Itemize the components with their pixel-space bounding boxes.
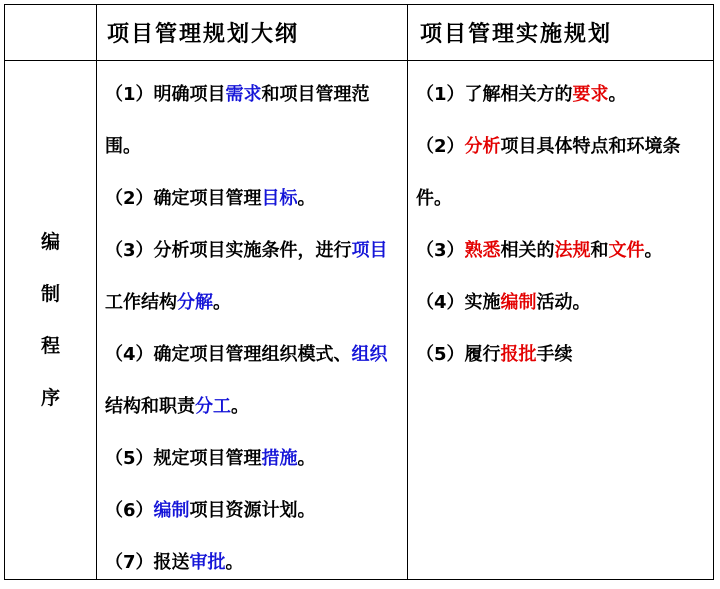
step-text: 。 bbox=[608, 84, 627, 105]
keyword-highlight: 目标 bbox=[261, 188, 298, 209]
step-text: （3） bbox=[416, 240, 465, 261]
keyword-highlight: 报批 bbox=[500, 344, 537, 365]
implementation-step-4 bbox=[416, 277, 709, 329]
keyword-highlight: 审批 bbox=[189, 552, 226, 573]
outline-step-7 bbox=[105, 537, 403, 589]
step-text: 和 bbox=[590, 240, 609, 261]
row-label-char: 程 bbox=[40, 335, 60, 357]
row-label-char: 编 bbox=[40, 231, 60, 253]
step-text: （2）确定项目管理 bbox=[105, 188, 262, 209]
step-text: （4）实施 bbox=[416, 292, 501, 313]
keyword-highlight: 编制 bbox=[500, 292, 537, 313]
row-label-char: 制 bbox=[40, 283, 60, 305]
step-text: 。 bbox=[644, 240, 663, 261]
outline-step-4 bbox=[105, 329, 403, 433]
keyword-highlight: 组织 bbox=[351, 344, 388, 365]
keyword-highlight: 分工 bbox=[195, 396, 231, 417]
keyword-highlight: 熟悉 bbox=[464, 240, 501, 261]
step-text: （1）了解相关方的 bbox=[416, 84, 573, 105]
keyword-highlight: 分析 bbox=[464, 136, 501, 157]
step-text: （6） bbox=[105, 500, 154, 521]
step-text: 手续 bbox=[536, 344, 573, 365]
keyword-highlight: 措施 bbox=[261, 448, 298, 469]
keyword-highlight: 编制 bbox=[153, 500, 190, 521]
outline-step-3 bbox=[105, 225, 403, 329]
step-text: 。 bbox=[213, 292, 231, 313]
keyword-highlight: 要求 bbox=[572, 84, 609, 105]
implementation-step-1 bbox=[416, 69, 709, 121]
step-text: （4）确定项目管理组织模式、 bbox=[105, 344, 352, 365]
implementation-step-2 bbox=[416, 121, 709, 225]
keyword-highlight: 文件 bbox=[608, 240, 645, 261]
step-text: （7）报送 bbox=[105, 552, 190, 573]
step-text: （1）明确项目 bbox=[105, 84, 226, 105]
step-text: 结构和职责 bbox=[105, 396, 195, 417]
outline-step-1 bbox=[105, 69, 403, 173]
outline-steps-column bbox=[97, 61, 407, 579]
outline-step-2 bbox=[105, 173, 403, 225]
row-label-char: 序 bbox=[40, 387, 60, 409]
step-text: 相关的 bbox=[500, 240, 555, 261]
outline-step-6 bbox=[105, 485, 403, 537]
keyword-highlight: 分解 bbox=[177, 292, 213, 313]
keyword-highlight: 需求 bbox=[225, 84, 262, 105]
keyword-highlight: 法规 bbox=[554, 240, 591, 261]
step-text: 和项目管理范围。 bbox=[105, 84, 370, 157]
step-text: 。 bbox=[297, 188, 316, 209]
step-text: 活动。 bbox=[536, 292, 591, 313]
step-text: 。 bbox=[225, 552, 244, 573]
header-outline-title: 项目管理规划大纲 bbox=[107, 22, 300, 47]
step-text: （5）履行 bbox=[416, 344, 501, 365]
step-text: 项目具体特点和环境条件。 bbox=[416, 136, 681, 209]
step-text: 工作结构 bbox=[105, 292, 177, 313]
step-text: 项目资源计划。 bbox=[189, 500, 316, 521]
outline-step-5 bbox=[105, 433, 403, 485]
step-text: 。 bbox=[231, 396, 249, 417]
step-text: （2） bbox=[416, 136, 465, 157]
step-text: （5）规定项目管理 bbox=[105, 448, 262, 469]
step-text: 。 bbox=[297, 448, 316, 469]
implementation-step-3 bbox=[416, 225, 709, 277]
keyword-highlight: 项目 bbox=[351, 240, 388, 261]
implementation-step-5 bbox=[416, 329, 709, 381]
planning-comparison-table bbox=[4, 4, 714, 580]
row-label-compilation-procedure bbox=[5, 61, 96, 579]
implementation-steps-column bbox=[408, 61, 713, 579]
header-corner-cell bbox=[5, 5, 96, 60]
step-text: （3）分析项目实施条件，进行 bbox=[105, 240, 352, 261]
header-implementation-title: 项目管理实施规划 bbox=[420, 22, 613, 47]
